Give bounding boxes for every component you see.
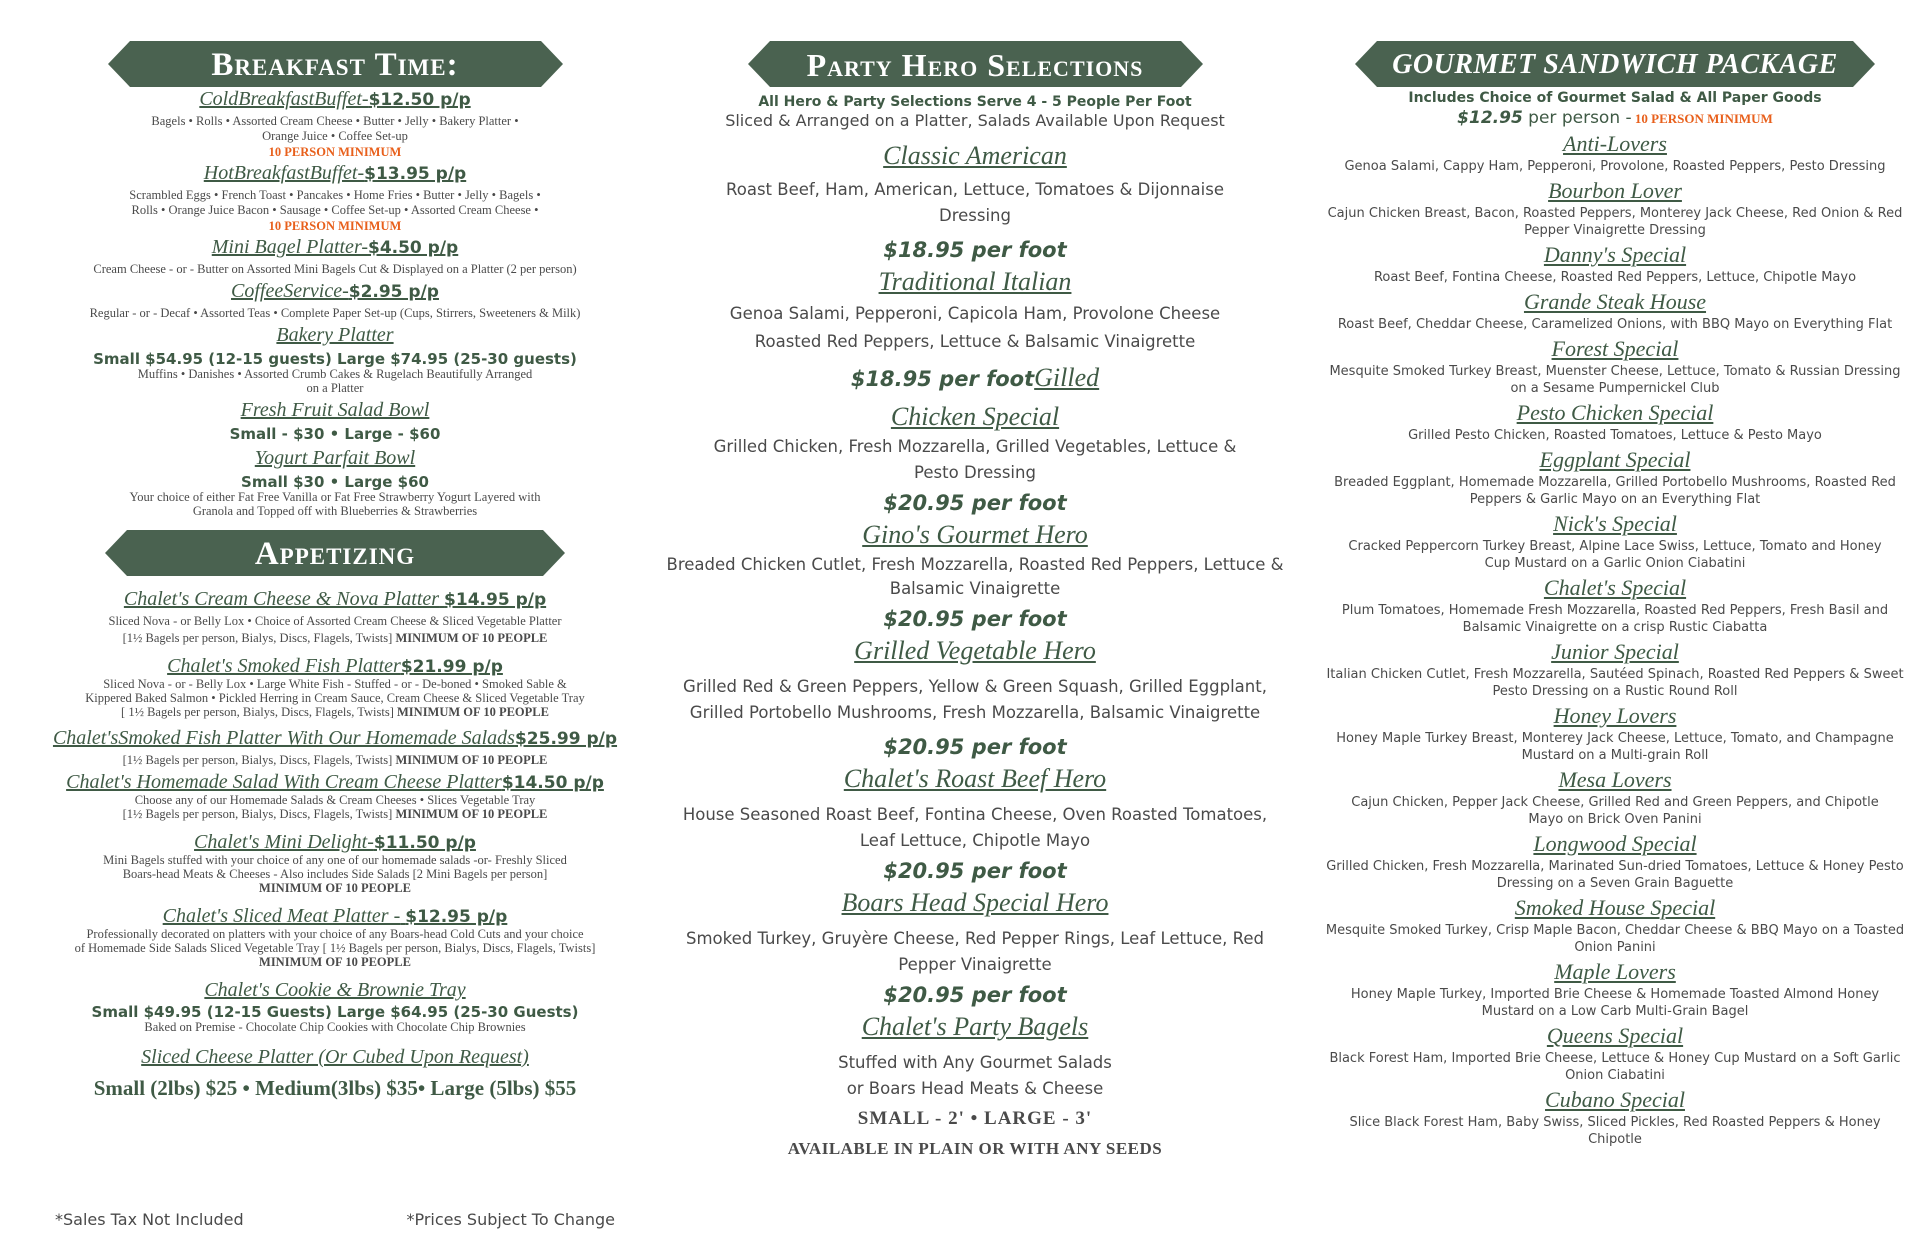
item-desc: Onion Panini xyxy=(1574,940,1656,955)
item-title: Bourbon Lover xyxy=(1548,178,1682,203)
sandwich-package-column xyxy=(1315,0,1915,1243)
item-desc: Cup Mustard on a Garlic Onion Ciabatini xyxy=(1484,556,1746,571)
sandwich-item xyxy=(1315,702,1915,764)
item-desc: Cream Cheese - or - Butter on Assorted Mini Bagels Cut & Displayed on a Platter (2 per person) xyxy=(93,262,577,276)
item-price: $20.95 per foot xyxy=(883,491,1067,515)
minimum-note: 10 PERSON MINIMUM xyxy=(268,145,402,159)
appetizing-banner xyxy=(105,528,565,578)
item-title: Chalet's Special xyxy=(1543,575,1687,600)
item-desc: on a Platter xyxy=(306,381,364,395)
menu-item xyxy=(40,1044,630,1104)
sandwich-item xyxy=(1315,399,1915,444)
item-title: Bakery Platter xyxy=(276,324,394,346)
sandwich-item xyxy=(1315,335,1915,397)
sandwich-item xyxy=(1315,510,1915,572)
item-title: CoffeeService-$2.95 p/p xyxy=(231,280,439,302)
item-title: Pesto Chicken Special xyxy=(1516,400,1714,425)
menu-item xyxy=(40,977,630,1036)
sandwich-item xyxy=(1315,830,1915,892)
seeds-note: AVAILABLE IN PLAIN OR WITH ANY SEEDS xyxy=(787,1139,1163,1158)
appetizing-heading: Appetizing xyxy=(254,536,416,572)
item-desc: House Seasoned Roast Beef, Fontina Cheese, Oven Roasted Tomatoes, xyxy=(682,805,1268,824)
item-title: Chalet'sSmoked Fish Platter With Our Homemade Salads$25.99 p/p xyxy=(52,727,618,749)
item-title: Gino's Gourmet Hero xyxy=(862,520,1088,549)
item-title: Longwood Special xyxy=(1533,831,1697,856)
item-title: Forest Special xyxy=(1551,336,1679,361)
menu-item xyxy=(40,903,630,971)
item-sizes: Small - $30 • Large - $60 xyxy=(229,425,441,443)
item-title: Mesa Lovers xyxy=(1558,767,1672,792)
item-title: Chalet's Cookie & Brownie Tray xyxy=(204,979,466,1001)
item-desc: Mesquite Smoked Turkey, Crisp Maple Bacon, Cheddar Cheese & BBQ Mayo on a Toasted xyxy=(1325,923,1905,938)
item-desc: Stuffed with Any Gourmet Salads xyxy=(838,1053,1112,1072)
item-title: Cubano Special xyxy=(1545,1087,1685,1112)
item-desc: Italian Chicken Cutlet, Fresh Mozzarella, Sautéed Spinach, Roasted Red Peppers & Sweet xyxy=(1326,667,1904,682)
item-desc: Baked on Premise - Chocolate Chip Cookies with Chocolate Chip Brownies xyxy=(144,1020,526,1034)
sandwich-item xyxy=(1315,1086,1915,1148)
item-desc: or Boars Head Meats & Cheese xyxy=(846,1079,1104,1098)
item-desc: Grilled Pesto Chicken, Roasted Tomatoes, Lettuce & Pesto Mayo xyxy=(1408,428,1822,443)
menu-item xyxy=(40,322,630,397)
item-title: Grande Steak House xyxy=(1523,289,1707,314)
item-desc: Your choice of either Fat Free Vanilla or Fat Free Strawberry Yogurt Layered with xyxy=(129,490,541,504)
menu-item xyxy=(665,762,1285,886)
item-desc: [1½ Bagels per person, Bialys, Discs, Flagels, Twists] MINIMUM OF 10 PEOPLE xyxy=(122,631,548,645)
menu-item xyxy=(40,397,630,445)
package-price-line: $12.95 per person - 10 PERSON MINIMUM xyxy=(1457,108,1773,128)
item-price: $20.95 per foot xyxy=(883,607,1067,631)
menu-item xyxy=(665,634,1285,762)
minimum-note: MINIMUM OF 10 PEOPLE xyxy=(259,955,411,969)
item-desc: Breaded Chicken Cutlet, Fresh Mozzarella, Roasted Red Peppers, Lettuce & xyxy=(666,555,1284,574)
item-title: Danny's Special xyxy=(1543,242,1687,267)
item-desc: Grilled Red & Green Peppers, Yellow & Green Squash, Grilled Eggplant, xyxy=(683,677,1267,696)
menu-item xyxy=(40,160,630,234)
item-sizes: Small $54.95 (12-15 guests) Large $74.95 (25-30 guests) xyxy=(93,350,577,368)
sandwich-item xyxy=(1315,177,1915,239)
item-desc: Genoa Salami, Pepperoni, Capicola Ham, Provolone Cheese xyxy=(729,304,1221,323)
item-desc: Breaded Eggplant, Homemade Mozzarella, Grilled Portobello Mushrooms, Roasted Red xyxy=(1334,475,1896,490)
item-desc: Plum Tomatoes, Homemade Fresh Mozzarella, Roasted Red Peppers, Fresh Basil and xyxy=(1341,603,1889,618)
minimum-note: MINIMUM OF 10 PEOPLE xyxy=(259,881,411,895)
item-desc: Rolls • Orange Juice Bacon • Sausage • Coffee Set-up • Assorted Cream Cheese • xyxy=(131,203,539,217)
breakfast-column xyxy=(40,0,630,1243)
serves-note: All Hero & Party Selections Serve 4 - 5 People Per Foot xyxy=(758,94,1192,110)
sandwich-list xyxy=(1315,130,1915,1148)
item-price: $18.95 per footGilled xyxy=(850,363,1100,392)
menu-item xyxy=(40,234,630,278)
item-title: Traditional Italian xyxy=(878,267,1072,296)
item-title: Chalet's Homemade Salad With Cream Cheese Platter$14.50 p/p xyxy=(66,771,604,793)
package-includes-note: Includes Choice of Gourmet Salad & All Paper Goods xyxy=(1408,90,1822,106)
sandwich-package-banner xyxy=(1355,39,1875,89)
item-price: $20.95 per foot xyxy=(883,859,1067,883)
minimum-note: 10 PERSON MINIMUM xyxy=(268,219,402,233)
item-sizes: Small $49.95 (12-15 Guests) Large $64.95 (25-30 Guests) xyxy=(91,1003,579,1021)
item-desc: Sliced Nova - or - Belly Lox • Large White Fish - Stuffed - or - De-boned • Smoked Sable & xyxy=(103,677,567,691)
item-sizes: Small $30 • Large $60 xyxy=(241,473,429,491)
item-desc: on a Sesame Pumpernickel Club xyxy=(1510,381,1720,396)
item-price: $20.95 per foot xyxy=(883,735,1067,759)
item-title: Grilled Vegetable Hero xyxy=(854,636,1096,665)
breakfast-heading: Breakfast Time: xyxy=(211,47,459,83)
menu-item xyxy=(40,586,630,647)
item-desc: Sliced Nova - or Belly Lox • Choice of Assorted Cream Cheese & Sliced Vegetable Platter xyxy=(108,614,562,628)
item-desc: Roast Beef, Ham, American, Lettuce, Tomatoes & Dijonnaise xyxy=(726,180,1224,199)
item-desc: Mustard on a Multi-grain Roll xyxy=(1521,748,1709,763)
item-desc: Balsamic Vinaigrette on a crisp Rustic Ciabatta xyxy=(1462,620,1768,635)
item-title: Junior Special xyxy=(1551,639,1679,664)
item-title: Yogurt Parfait Bowl xyxy=(254,447,416,469)
item-title: Anti-Lovers xyxy=(1563,131,1667,156)
item-title: Classic American xyxy=(883,141,1067,170)
menu-item xyxy=(40,278,630,322)
gilled-label: Gilled xyxy=(1034,363,1100,392)
item-title: Smoked House Special xyxy=(1514,895,1716,920)
item-desc: [1½ Bagels per person, Bialys, Discs, Flagels, Twists] MINIMUM OF 10 PEOPLE xyxy=(122,753,548,767)
menu-item xyxy=(40,769,630,823)
item-desc: Roasted Red Peppers, Lettuce & Balsamic Vinaigrette xyxy=(754,332,1196,351)
sandwich-item xyxy=(1315,766,1915,828)
item-title: Chalet's Roast Beef Hero xyxy=(843,764,1107,793)
item-title: Sliced Cheese Platter (Or Cubed Upon Request) xyxy=(141,1046,529,1068)
sandwich-item xyxy=(1315,638,1915,700)
menu-item xyxy=(40,86,630,160)
item-title: Fresh Fruit Salad Bowl xyxy=(240,399,430,421)
sandwich-item xyxy=(1315,241,1915,286)
party-hero-column xyxy=(665,0,1285,1243)
menu-item xyxy=(40,445,630,520)
menu-item xyxy=(665,139,1285,265)
sandwich-item xyxy=(1315,574,1915,636)
item-desc: Granola and Topped off with Blueberries & Strawberries xyxy=(192,504,478,518)
item-title: Chalet's Smoked Fish Platter$21.99 p/p xyxy=(167,655,503,677)
item-desc: Mesquite Smoked Turkey Breast, Muenster Cheese, Lettuce, Tomato & Russian Dressing xyxy=(1329,364,1901,379)
item-title: Maple Lovers xyxy=(1554,959,1676,984)
item-desc: Professionally decorated on platters with your choice of any Boars-head Cold Cuts and your choice xyxy=(86,927,584,941)
item-title: Eggplant Special xyxy=(1539,447,1691,472)
item-desc: Dressing on a Seven Grain Baguette xyxy=(1496,876,1734,891)
item-desc: [1½ Bagels per person, Bialys, Discs, Flagels, Twists] MINIMUM OF 10 PEOPLE xyxy=(122,807,548,821)
sandwich-item xyxy=(1315,446,1915,508)
item-desc: Pepper Vinaigrette xyxy=(898,955,1052,974)
breakfast-banner xyxy=(108,39,563,89)
menu-item xyxy=(665,886,1285,1010)
item-title: HotBreakfastBuffet-$13.95 p/p xyxy=(203,162,467,184)
sales-tax-note: *Sales Tax Not Included xyxy=(55,1210,244,1229)
item-desc: Cajun Chicken Breast, Bacon, Roasted Peppers, Monterey Jack Cheese, Red Onion & Red xyxy=(1327,206,1903,221)
item-desc: Orange Juice • Coffee Set-up xyxy=(262,129,408,143)
menu-item xyxy=(40,725,630,769)
item-title: Chicken Special xyxy=(890,402,1060,431)
item-desc: [ 1½ Bagels per person, Bialys, Discs, Flagels, Twists] MINIMUM OF 10 PEOPLE xyxy=(121,705,549,719)
item-desc: Pepper Vinaigrette Dressing xyxy=(1524,223,1706,238)
item-title: Nick's Special xyxy=(1553,511,1677,536)
item-title: Queens Special xyxy=(1546,1023,1684,1048)
item-desc: Mayo on Brick Oven Panini xyxy=(1528,812,1702,827)
item-desc: Grilled Portobello Mushrooms, Fresh Mozzarella, Balsamic Vinaigrette xyxy=(689,703,1261,722)
item-desc: Cracked Peppercorn Turkey Breast, Alpine Lace Swiss, Lettuce, Tomato and Honey xyxy=(1348,539,1882,554)
item-desc: Grilled Chicken, Fresh Mozzarella, Marinated Sun-dried Tomatoes, Lettuce & Honey Pesto xyxy=(1326,859,1904,874)
item-desc: Choose any of our Homemade Salads & Cream Cheeses • Slices Vegetable Tray xyxy=(134,793,536,807)
item-title: ColdBreakfastBuffet-$12.50 p/p xyxy=(199,88,471,110)
item-title: Chalet's Sliced Meat Platter - $12.95 p/p xyxy=(162,905,508,927)
party-hero-heading: Party Hero Selections xyxy=(806,47,1144,83)
item-desc: Pesto Dressing xyxy=(914,463,1036,482)
sandwich-item xyxy=(1315,894,1915,956)
item-desc: Balsamic Vinaigrette xyxy=(889,579,1061,598)
item-desc: Black Forest Ham, Imported Brie Cheese, Lettuce & Honey Cup Mustard on a Soft Garlic xyxy=(1329,1051,1901,1066)
platter-note: Sliced & Arranged on a Platter, Salads Available Upon Request xyxy=(725,111,1225,130)
item-desc: Dressing xyxy=(939,206,1011,225)
item-price: $18.95 per foot xyxy=(883,238,1067,262)
item-title: Mini Bagel Platter-$4.50 p/p xyxy=(211,236,459,258)
item-desc: Kippered Baked Salmon • Pickled Herring in Cream Sauce, Cream Cheese & Sliced Vegetable Tray xyxy=(85,691,585,705)
item-desc: Mustard on a Low Carb Multi-Grain Bagel xyxy=(1481,1004,1749,1019)
item-desc: Peppers & Garlic Mayo on an Everything Flat xyxy=(1469,492,1761,507)
item-desc: Muffins • Danishes • Assorted Crumb Cakes & Rugelach Beautifully Arranged xyxy=(137,367,533,381)
menu-item xyxy=(665,400,1285,518)
menu-item xyxy=(665,518,1285,634)
item-price: $20.95 per foot xyxy=(883,983,1067,1007)
item-desc: Regular - or - Decaf • Assorted Teas • Complete Paper Set-up (Cups, Stirrers, Sweeteners & Milk) xyxy=(89,306,581,320)
sandwich-package-heading: GOURMET SANDWICH PACKAGE xyxy=(1392,49,1838,80)
menu-item xyxy=(665,265,1285,394)
item-desc: Onion Ciabatini xyxy=(1565,1068,1665,1083)
item-desc: Roast Beef, Fontina Cheese, Roasted Red Peppers, Lettuce, Chipotle Mayo xyxy=(1373,270,1857,285)
item-desc: Scrambled Eggs • French Toast • Pancakes • Home Fries • Butter • Jelly • Bagels • xyxy=(129,188,541,202)
item-desc: Mini Bagels stuffed with your choice of any one of our homemade salads -or- Freshly Sliced xyxy=(103,853,567,867)
item-desc: Chipotle xyxy=(1588,1132,1642,1147)
bagel-sizes: SMALL - 2' • LARGE - 3' xyxy=(857,1108,1093,1129)
sandwich-item xyxy=(1315,958,1915,1020)
item-sizes: Small (2lbs) $25 • Medium(3lbs) $35• Large (5lbs) $55 xyxy=(93,1076,577,1100)
item-desc: Pesto Dressing on a Rustic Round Roll xyxy=(1492,684,1738,699)
item-desc: Honey Maple Turkey Breast, Monterey Jack Cheese, Lettuce, Tomato, and Champagne xyxy=(1336,731,1894,746)
item-desc: Cajun Chicken, Pepper Jack Cheese, Grilled Red and Green Peppers, and Chipotle xyxy=(1351,795,1879,810)
item-desc: Bagels • Rolls • Assorted Cream Cheese • Butter • Jelly • Bakery Platter • xyxy=(151,114,519,128)
item-desc: Honey Maple Turkey, Imported Brie Cheese & Homemade Toasted Almond Honey xyxy=(1350,987,1880,1002)
item-desc: Roast Beef, Cheddar Cheese, Caramelized Onions, with BBQ Mayo on Everything Flat xyxy=(1337,317,1893,332)
item-desc: Grilled Chicken, Fresh Mozzarella, Grilled Vegetables, Lettuce & xyxy=(713,437,1237,456)
party-hero-banner xyxy=(748,39,1203,89)
item-desc: Slice Black Forest Ham, Baby Swiss, Sliced Pickles, Red Roasted Peppers & Honey xyxy=(1349,1115,1881,1130)
sandwich-item xyxy=(1315,130,1915,175)
item-desc: Smoked Turkey, Gruyère Cheese, Red Pepper Rings, Leaf Lettuce, Red xyxy=(686,929,1264,948)
menu-item xyxy=(40,653,630,721)
item-title: Chalet's Mini Delight-$11.50 p/p xyxy=(194,831,476,853)
item-title: Boars Head Special Hero xyxy=(841,888,1109,917)
item-desc: of Homemade Side Salads Sliced Vegetable Tray [ 1½ Bagels per person, Bialys, Discs, Flagels, Twists] xyxy=(74,941,596,955)
sandwich-item xyxy=(1315,288,1915,333)
item-desc: Genoa Salami, Cappy Ham, Pepperoni, Provolone, Roasted Peppers, Pesto Dressing xyxy=(1344,159,1886,174)
sandwich-item xyxy=(1315,1022,1915,1084)
menu-item xyxy=(40,829,630,897)
prices-change-note: *Prices Subject To Change xyxy=(406,1210,615,1229)
menu-item xyxy=(665,1010,1285,1162)
item-title: Chalet's Party Bagels xyxy=(861,1012,1089,1041)
item-title: Honey Lovers xyxy=(1553,703,1677,728)
item-desc: Boars-head Meats & Cheeses - Also includes Side Salads [2 Mini Bagels per person] xyxy=(122,867,548,881)
item-desc: Leaf Lettuce, Chipotle Mayo xyxy=(859,831,1091,850)
item-title: Chalet's Cream Cheese & Nova Platter $14.95 p/p xyxy=(123,588,547,610)
